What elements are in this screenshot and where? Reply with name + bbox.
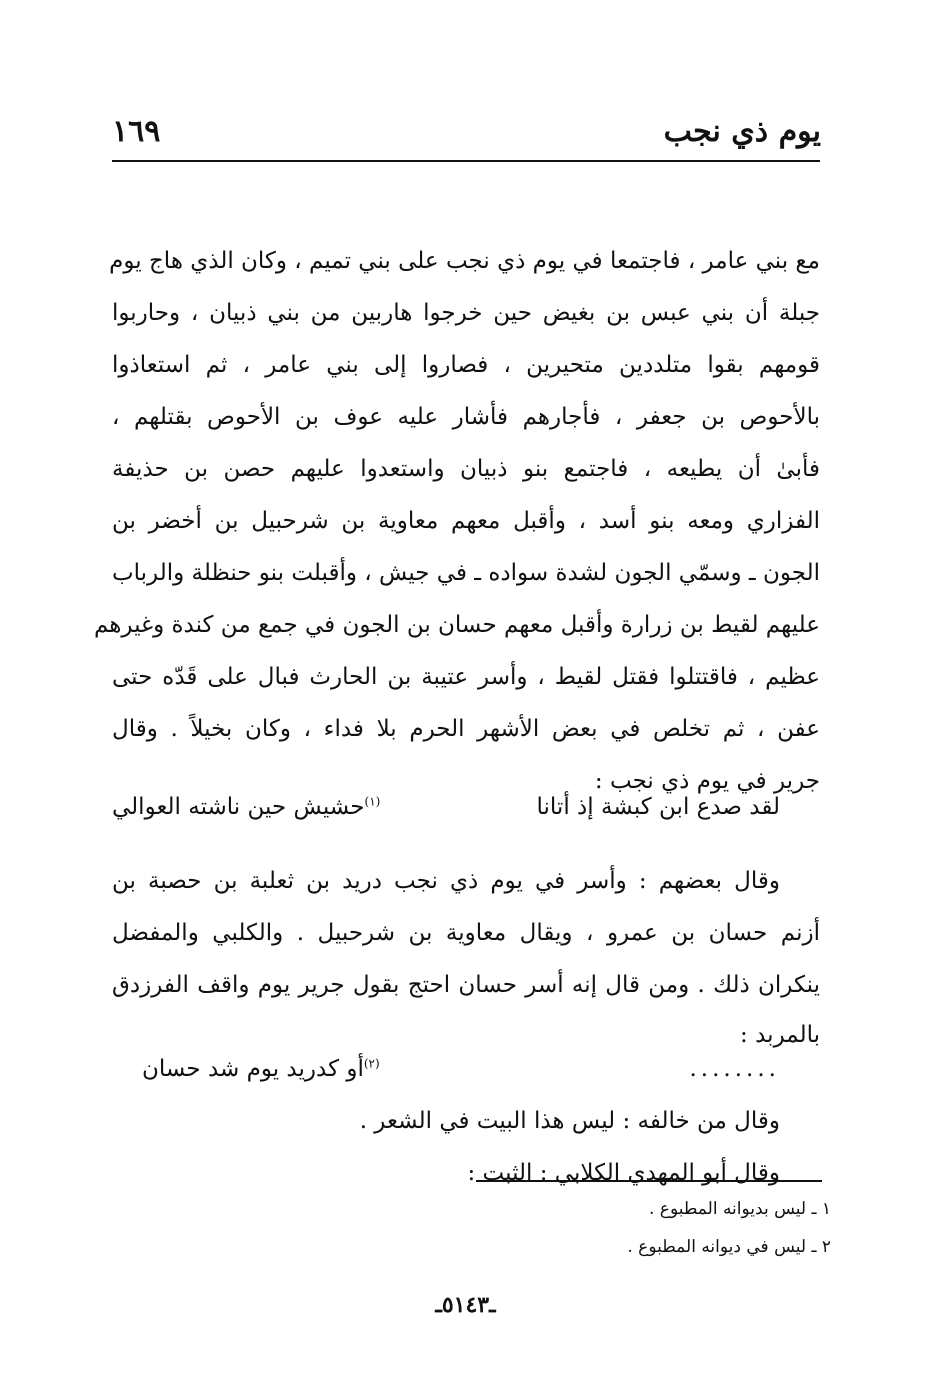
- main-text: [93, 236, 820, 1236]
- verse-line: [112, 782, 820, 832]
- text-line: وقال من خالفه : ليس هذا البيت في الشعر .: [359, 1108, 780, 1134]
- running-head-title: يوم ذي نجب: [663, 114, 821, 149]
- folio-number: ـ٥١٤٣ـ: [435, 1292, 496, 1318]
- text-line: مع بني عامر ، فاجتمعا في يوم ذي نجب على بني تميم ، وكان الذي هاج يوم: [109, 248, 820, 274]
- footnote-ref: (١): [364, 794, 381, 809]
- footnote: ٢ ـ ليس في ديوانه المطبوع .: [627, 1237, 831, 1257]
- verse-second-hemistich-wrap: [112, 782, 380, 832]
- text-line: الجون ـ وسمّي الجون لشدة سواده ـ في جيش ، وأقبلت بنو حنظلة والرباب: [111, 560, 820, 586]
- text-line: ينكران ذلك . ومن قال إنه أسر حسان احتج بقول جرير يوم واقف الفرزدق: [112, 972, 820, 998]
- text-line: وقال بعضهم : وأسر في يوم ذي نجب دريد بن ثعلبة بن حصبة بن: [112, 868, 780, 894]
- text-line: جرير في يوم ذي نجب :: [594, 768, 820, 794]
- text-line: بالمربد :: [740, 1022, 820, 1048]
- footnote: ١ ـ ليس بديوانه المطبوع .: [649, 1199, 831, 1219]
- verse-elision-dots: ........: [689, 1056, 780, 1082]
- page-number: ١٦٩: [112, 114, 161, 149]
- header-divider: [112, 160, 820, 162]
- verse-second-hemistich: حشيش حين ناشته العوالي: [112, 794, 365, 820]
- text-line: قومهم بقوا متلددين متحيرين ، فصاروا إلى بني عامر ، ثم استعاذوا: [112, 352, 820, 378]
- text-line: جبلة أن بني عبس بن بغيض حين خرجوا هاربين من بني ذبيان ، وحاربوا: [112, 300, 820, 326]
- verse-second-hemistich: أو كدريد يوم شد حسان: [142, 1056, 364, 1082]
- text-line: أزنم حسان بن عمرو ، ويقال معاوية بن شرحبيل . والكلبي والمفضل: [112, 920, 820, 946]
- text-line: عظيم ، فاقتتلوا فقتل لقيط ، وأسر عتيبة بن الحارث فبال على قَدّه حتى: [112, 664, 820, 690]
- text-line: وقال أبو المهدي الكلابي : الثبت :: [467, 1160, 780, 1186]
- footnote-divider: [476, 1180, 822, 1182]
- text-line: فأبىٰ أن يطيعه ، فاجتمع بنو ذبيان واستعدوا عليهم حصن بن حذيفة: [112, 456, 820, 482]
- verse-line: [112, 1044, 820, 1094]
- text-line: عفن ، ثم تخلص في بعض الأشهر الحرم بلا فداء ، وكان بخيلاً . وقال: [112, 716, 820, 742]
- verse-second-hemistich-wrap: [142, 1044, 380, 1094]
- verse-first-hemistich: لقد صدع ابن كبشة إذ أتانا: [536, 794, 780, 820]
- text-line: الفزاري ومعه بنو أسد ، وأقبل معهم معاوية بن شرحبيل بن أخضر بن: [112, 508, 820, 534]
- footnote-ref: (٢): [363, 1056, 380, 1071]
- text-line: عليهم لقيط بن زرارة وأقبل معهم حسان بن الجون في جمع من كندة وغيرهم: [93, 612, 820, 638]
- text-line: بالأحوص بن جعفر ، فأجارهم فأشار عليه عوف بن الأحوص بقتلهم ،: [112, 404, 820, 430]
